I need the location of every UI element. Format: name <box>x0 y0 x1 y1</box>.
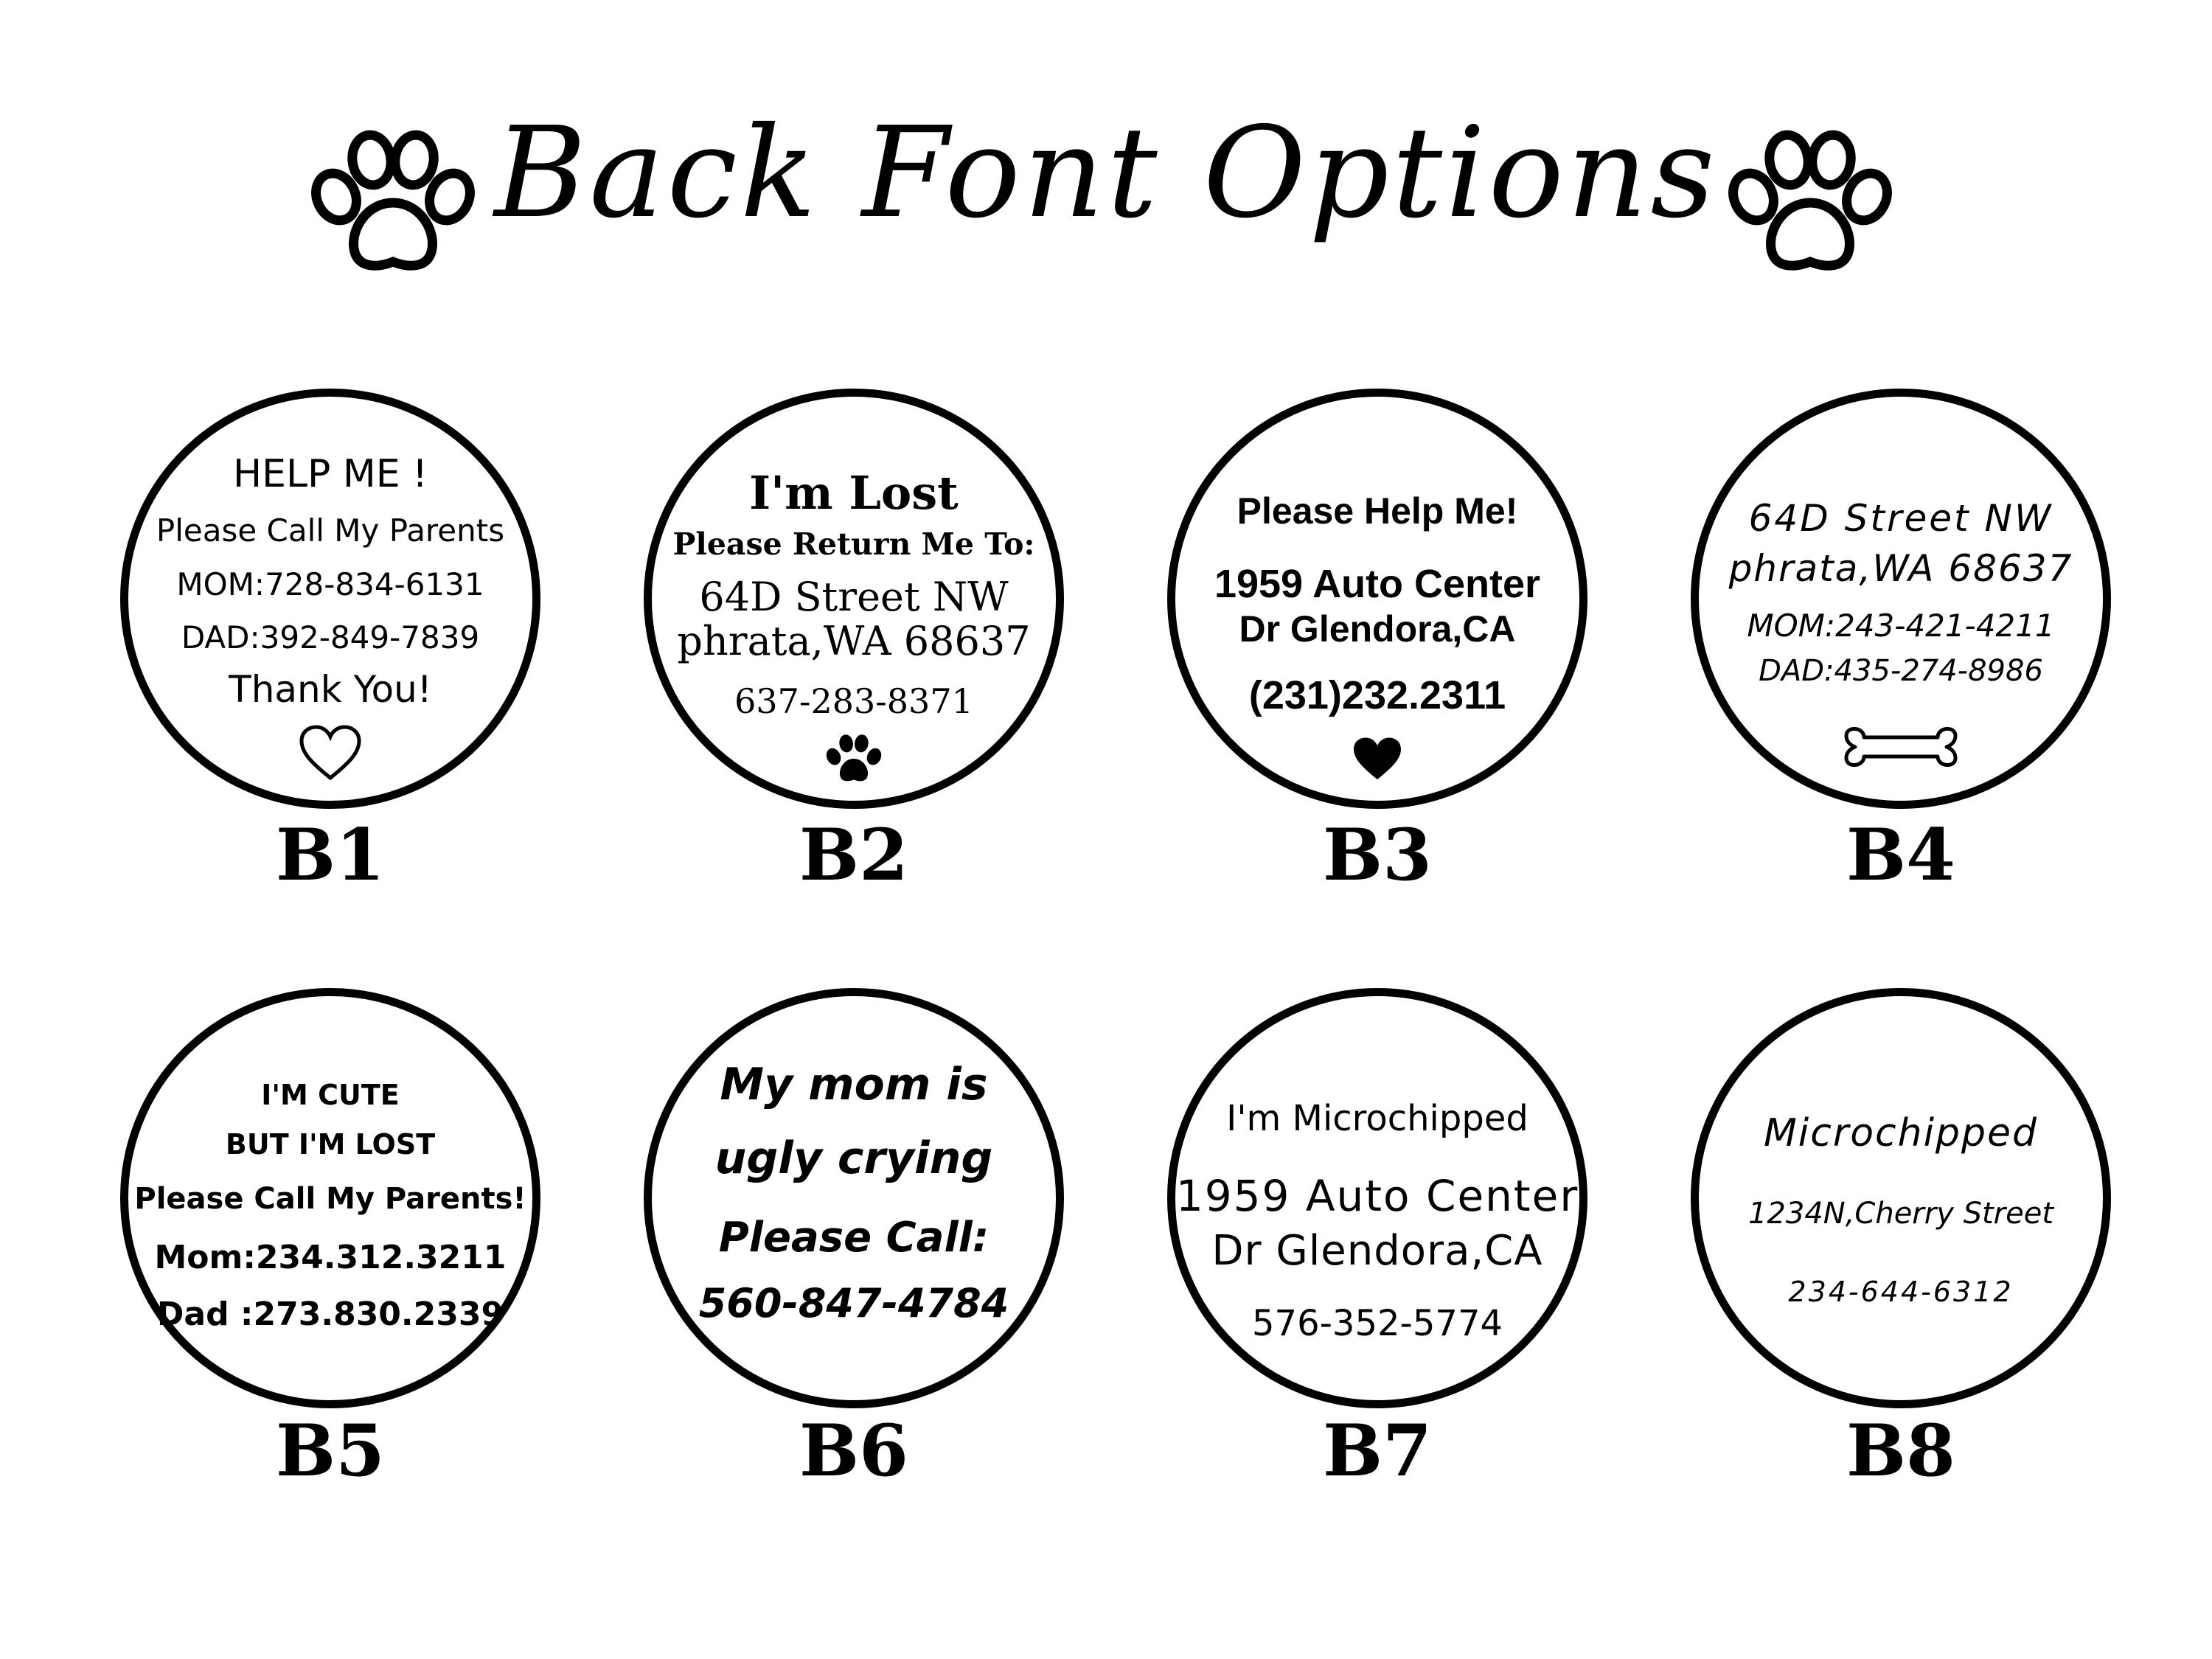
paw-print-icon <box>1725 129 1895 276</box>
tag-option-b4[interactable] <box>1691 389 2111 809</box>
tag-line: phrata,WA 68637 <box>677 618 1031 664</box>
tag-line: 234-644-6312 <box>1788 1276 2014 1308</box>
tag-line: Please Return Me To: <box>672 526 1035 562</box>
tag-line: 64D Street NW <box>1748 497 2053 540</box>
tag-line: DAD:392-849-7839 <box>181 619 480 655</box>
tag-option-b8[interactable] <box>1691 988 2111 1408</box>
tag-line: I'm Microchipped <box>1226 1098 1528 1139</box>
tag-option-b3[interactable] <box>1167 389 1587 809</box>
option-label: B2 <box>799 813 908 897</box>
option-label: B6 <box>799 1409 908 1492</box>
option-label: B1 <box>276 813 385 897</box>
tag-line: Dr Glendora,CA <box>1211 1227 1543 1275</box>
tag-line: 1959 Auto Center <box>1214 562 1541 606</box>
heart-filled-icon <box>1347 736 1408 783</box>
tag-line: DAD:435-274-8986 <box>1759 654 2043 688</box>
tag-option-b6[interactable] <box>644 988 1064 1408</box>
heart-outline-icon <box>297 725 364 782</box>
tag-line: (231)232.2311 <box>1248 673 1506 717</box>
tag-line: 560-847-4784 <box>698 1280 1009 1326</box>
tag-line: Mom:234.312.3211 <box>154 1239 507 1276</box>
tag-line: 1959 Auto Center <box>1175 1171 1579 1221</box>
tag-option-b5[interactable] <box>120 988 540 1408</box>
option-label: B4 <box>1846 813 1955 897</box>
tag-line: Please Help Me! <box>1237 490 1518 532</box>
tag-line: 1234N,Cherry Street <box>1747 1197 2054 1231</box>
tag-line: I'm Lost <box>749 466 959 520</box>
option-label: B8 <box>1846 1409 1955 1492</box>
tag-line: MOM:728-834-6131 <box>176 566 484 602</box>
tag-line: Please Call My Parents! <box>134 1182 526 1216</box>
tag-line: BUT I'M LOST <box>225 1128 436 1161</box>
tag-line: Please Call: <box>718 1214 990 1262</box>
tag-line: ugly crying <box>714 1133 993 1184</box>
tag-line: Please Call My Parents <box>156 512 505 549</box>
tag-line: 637-283-8371 <box>734 681 973 721</box>
option-label: B3 <box>1323 813 1432 897</box>
bone-icon <box>1842 721 1960 773</box>
paw-print-icon <box>824 732 884 785</box>
tag-line: MOM:243-421-4211 <box>1747 608 2055 644</box>
tag-line: My mom is <box>720 1059 988 1110</box>
tag-option-b1[interactable] <box>120 389 540 809</box>
tag-line: Dr Glendora,CA <box>1239 608 1516 650</box>
tag-line: phrata,WA 68637 <box>1728 547 2073 590</box>
tag-line: HELP ME ! <box>233 452 428 496</box>
tag-option-b7[interactable] <box>1167 988 1587 1408</box>
tag-option-b2[interactable] <box>644 389 1064 809</box>
tag-line: 576-352-5774 <box>1251 1303 1503 1344</box>
tag-line: Microchipped <box>1763 1111 2039 1155</box>
option-label: B7 <box>1323 1409 1432 1492</box>
tag-line: Dad :273.830.2339 <box>156 1295 504 1333</box>
tag-line: 64D Street NW <box>699 574 1009 620</box>
page-title: Back Font Options <box>494 100 1718 246</box>
tag-line: Thank You! <box>229 668 432 711</box>
option-label: B5 <box>276 1409 385 1492</box>
tag-line: I'M CUTE <box>261 1079 400 1111</box>
